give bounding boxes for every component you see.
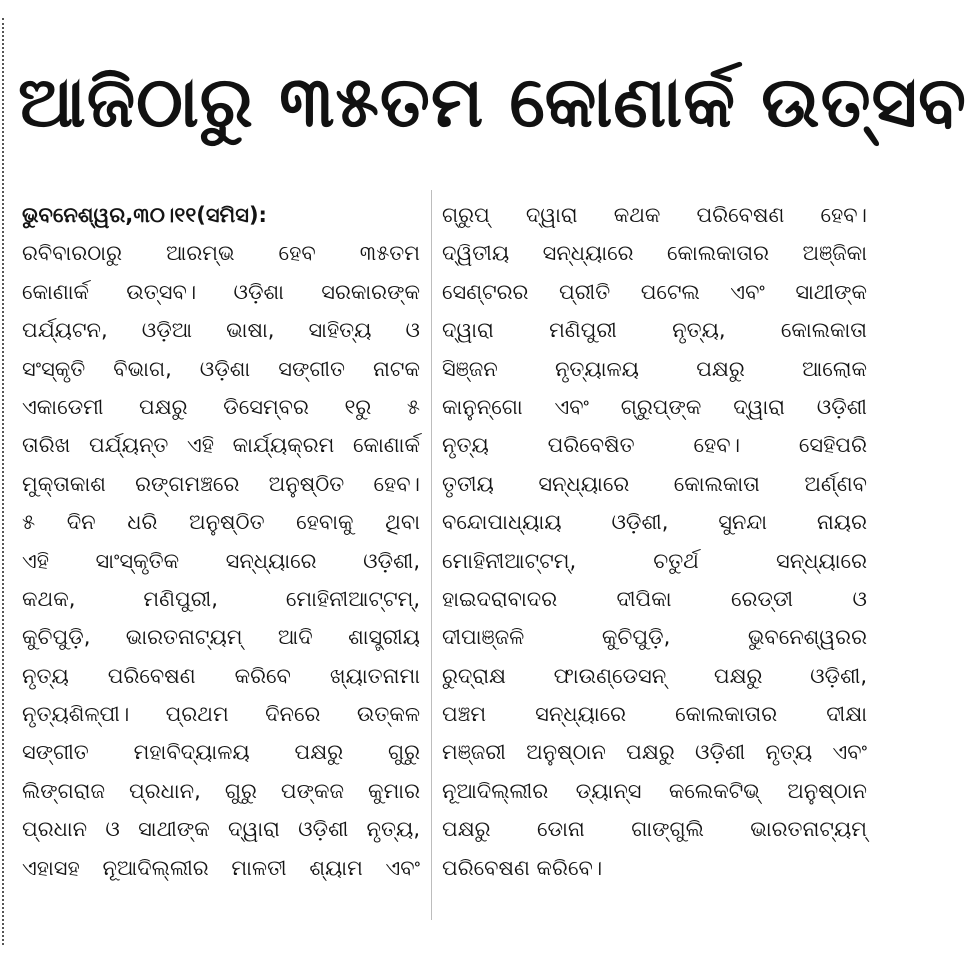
article-line: ପରିବେଷଣ କରିବେ। bbox=[442, 855, 603, 880]
article-headline: ଆଜିଠାରୁ ୩୫ତମ କୋଣାର୍କ ଉତ୍ସବ bbox=[18, 61, 967, 143]
article-line: ତୃତୀୟ ସନ୍ଧ୍ୟାରେ କୋଲକାତା ଅର୍ଣ୍ଣବ bbox=[442, 471, 867, 496]
article-line: ସିଞ୍ଜନ ନୃତ୍ୟାଳୟ ପକ୍ଷରୁ ଆଲୋକ bbox=[442, 356, 867, 381]
article-line: ନୃତ୍ୟଶିଳ୍ପୀ। ପ୍ରଥମ ଦିନରେ ଉତ୍କଳ bbox=[22, 702, 420, 727]
article-line: ମଞ୍ଜରୀ ଅନୁଷ୍ଠାନ ପକ୍ଷରୁ ଓଡ଼ିଶୀ ନୃତ୍ୟ ଏବଂ bbox=[442, 740, 867, 765]
article-line: ସଙ୍ଗୀତ ମହାବିଦ୍ୟାଳୟ ପକ୍ଷରୁ ଗୁରୁ bbox=[22, 740, 420, 765]
article-line: ସେଣ୍ଟରର ପ୍ରୀତି ପଟେଲ ଏବଂ ସାଥୀଙ୍କ bbox=[442, 279, 867, 304]
article-line: କୋଣାର୍କ ଉତ୍ସବ। ଓଡ଼ିଶା ସରକାରଙ୍କ bbox=[22, 279, 420, 304]
article-dateline: ଭୁବନେଶ୍ୱର,୩୦।୧୧(ସମିସ): bbox=[22, 203, 267, 227]
column-divider bbox=[431, 190, 432, 920]
article-line: କୁଚିପୁଡ଼ି, ଭାରତନାଟ୍ୟମ୍ ଆଦି ଶାସ୍ତ୍ରୀୟ bbox=[22, 625, 420, 650]
article-line: ହାଇଦରାବାଦର ଦୀପିକା ରେଡ୍ଡୀ ଓ bbox=[442, 586, 867, 611]
article-line: ମୁକ୍ତାକାଶ ରଙ୍ଗମଞ୍ଚରେ ଅନୁଷ୍ଠିତ ହେବ। bbox=[22, 471, 420, 496]
article-line: ଦୀପାଞ୍ଜଳି କୁଚିପୁଡ଼ି, ଭୁବନେଶ୍ୱରର bbox=[442, 625, 867, 650]
article-line: ପଞ୍ଚମ ସନ୍ଧ୍ୟାରେ କୋଲକାତାର ଦୀକ୍ଷା bbox=[442, 702, 867, 727]
article-line: ଏହି ସାଂସ୍କୃତିକ ସନ୍ଧ୍ୟାରେ ଓଡ଼ିଶୀ, bbox=[22, 548, 420, 573]
article-line: ରବିବାରଠାରୁ ଆରମ୍ଭ ହେବ ୩୫ତମ bbox=[22, 241, 420, 266]
article-line: ରୁଦ୍ରାକ୍ଷ ଫାଉଣ୍ଡେସନ୍ ପକ୍ଷରୁ ଓଡ଼ିଶୀ, bbox=[442, 663, 867, 688]
article-line: ପର୍ଯ୍ୟଟନ, ଓଡ଼ିଆ ଭାଷା, ସାହିତ୍ୟ ଓ bbox=[22, 318, 420, 343]
article-line: ପକ୍ଷରୁ ଡୋନା ଗାଙ୍ଗୁଲି ଭାରତନାଟ୍ୟମ୍ bbox=[442, 817, 867, 842]
article-line: ମୋହିନୀଆଟ୍ଟମ୍, ଚତୁର୍ଥ ସନ୍ଧ୍ୟାରେ bbox=[442, 548, 867, 573]
article-line: ପ୍ରଧାନ ଓ ସାଥୀଙ୍କ ଦ୍ୱାରା ଓଡ଼ିଶୀ ନୃତ୍ୟ, bbox=[22, 817, 420, 842]
article-column-right bbox=[442, 196, 867, 926]
article-column-left bbox=[22, 196, 420, 926]
article-line: ଦ୍ୱିତୀୟ ସନ୍ଧ୍ୟାରେ କୋଲକାତାର ଅଞ୍ଜିକା bbox=[442, 241, 867, 266]
article-line: କାନୁନ୍‌ଗୋ ଏବଂ ଗ୍ରୁପ୍‌ଙ୍କ ଦ୍ୱାରା ଓଡ଼ିଶୀ bbox=[442, 394, 867, 419]
article-line: ନୂଆଦିଲ୍ଲୀର ଡ୍ୟାନ୍ସ କଲେକଟିଭ୍ ଅନୁଷ୍ଠାନ bbox=[442, 778, 867, 803]
article-line: ତାରିଖ ପର୍ଯ୍ୟନ୍ତ ଏହି କାର୍ଯ୍ୟକ୍ରମ କୋଣାର୍କ bbox=[22, 433, 420, 458]
article-line: ୫ ଦିନ ଧରି ଅନୁଷ୍ଠିତ ହେବାକୁ ଥିବା bbox=[22, 510, 420, 535]
article-line: ସଂସ୍କୃତି ବିଭାଗ, ଓଡ଼ିଶା ସଙ୍ଗୀତ ନାଟକ bbox=[22, 356, 420, 381]
article-line: ଏକାଡେମୀ ପକ୍ଷରୁ ଡିସେମ୍ବର ୧ରୁ ୫ bbox=[22, 394, 420, 419]
article-line: ନୃତ୍ୟ ପରିବେଷିତ ହେବ। ସେହିପରି bbox=[442, 433, 867, 458]
article-line: ନୃତ୍ୟ ପରିବେଷଣ କରିବେ ଖ୍ୟାତନାମା bbox=[22, 663, 420, 688]
article-line: ବନ୍ଦୋପାଧ୍ୟାୟ ଓଡ଼ିଶୀ, ସୁନନ୍ଦା ନାୟର bbox=[442, 510, 867, 535]
article-line: ଏହାସହ ନୂଆଦିଲ୍ଲୀର ମାଳତୀ ଶ୍ୟାମ ଏବଂ bbox=[22, 855, 420, 880]
article-line: ଗ୍ରୁପ୍ ଦ୍ୱାରା କଥକ ପରିବେଷଣ ହେବ। bbox=[442, 203, 867, 227]
article-line: କଥକ, ମଣିପୁରୀ, ମୋହିନୀଆଟ୍ଟମ୍, bbox=[22, 586, 420, 611]
article-line: ଦ୍ୱାରା ମଣିପୁରୀ ନୃତ୍ୟ, କୋଲକାତା bbox=[442, 318, 867, 343]
article-line: ଲିଙ୍ଗରାଜ ପ୍ରଧାନ, ଗୁରୁ ପଙ୍କଜ କୁମାର bbox=[22, 778, 420, 803]
clipping-border bbox=[2, 18, 4, 945]
